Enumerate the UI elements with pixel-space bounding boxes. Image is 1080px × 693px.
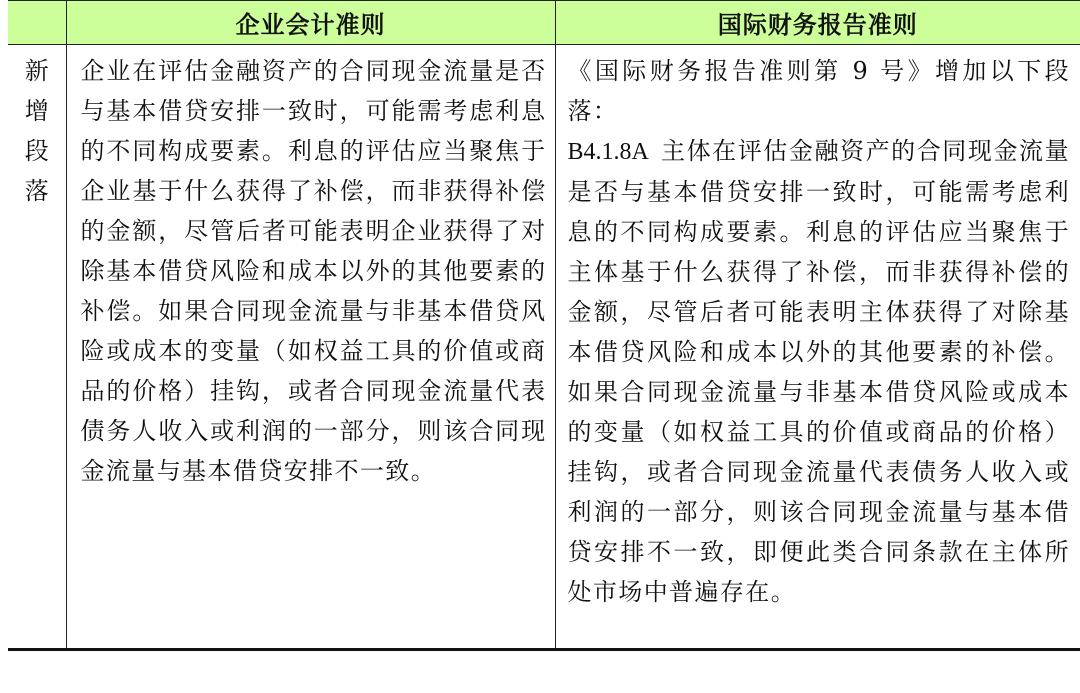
row-label-char: 段 [24,137,49,165]
ifrs-intro: 《国际财务报告准则第 9 号》增加以下段落： [567,57,1070,125]
row-label-char: 增 [24,97,49,125]
row-label-char: 落 [24,177,49,205]
ifrs-paragraph [568,131,1071,612]
row-label-new-paragraph [8,45,66,650]
header-blank-cell [8,1,66,45]
ifrs-paragraph-text: 主体在评估金融资产的合同现金流量是否与基本借贷安排一致时，可能需考虑利息的不同构成要素。利息的评估应当聚焦于主体基于什么获得了补偿，而非获得补偿的金额，尽管后者可能表明主体获得了对除基本借贷风险和成本以外的其他要素的补偿。如果合同现金流量与非基本借贷风险或成本的变量（如权益工具的价值或商品的价格）挂钩，或者合同现金流量代表债务人收入或利润的一部分，则该合同现金流量与基本借贷安排不一致，即便此类合同条款在主体所处市场中普遍存在。 [567,137,1070,606]
header-ifrs: 国际财务报告准则 [555,1,1080,45]
header-row [8,1,1080,45]
header-enterprise-standards: 企业会计准则 [66,1,555,45]
enterprise-standards-cell [66,45,555,650]
new-paragraph-row [8,45,1080,650]
ifrs-cell [555,45,1080,650]
row-label-char: 新 [24,57,49,85]
enterprise-paragraph: 企业在评估金融资产的合同现金流量是否与基本借贷安排一致时，可能需考虑利息的不同构成要素。利息的评估应当聚焦于企业基于什么获得了补偿，而非获得补偿的金额，尽管后者可能表明企业获得了对除基本借贷风险和成本以外的其他要素的补偿。如果合同现金流量与非基本借贷风险或成本的变量（如权益工具的价值或商品的价格）挂钩，或者合同现金流量代表债务人收入或利润的一部分，则该合同现金流量与基本借贷安排不一致。 [80,57,547,485]
ifrs-paragraph-code: B4.1.8A [567,139,649,165]
comparison-table [8,0,1080,651]
